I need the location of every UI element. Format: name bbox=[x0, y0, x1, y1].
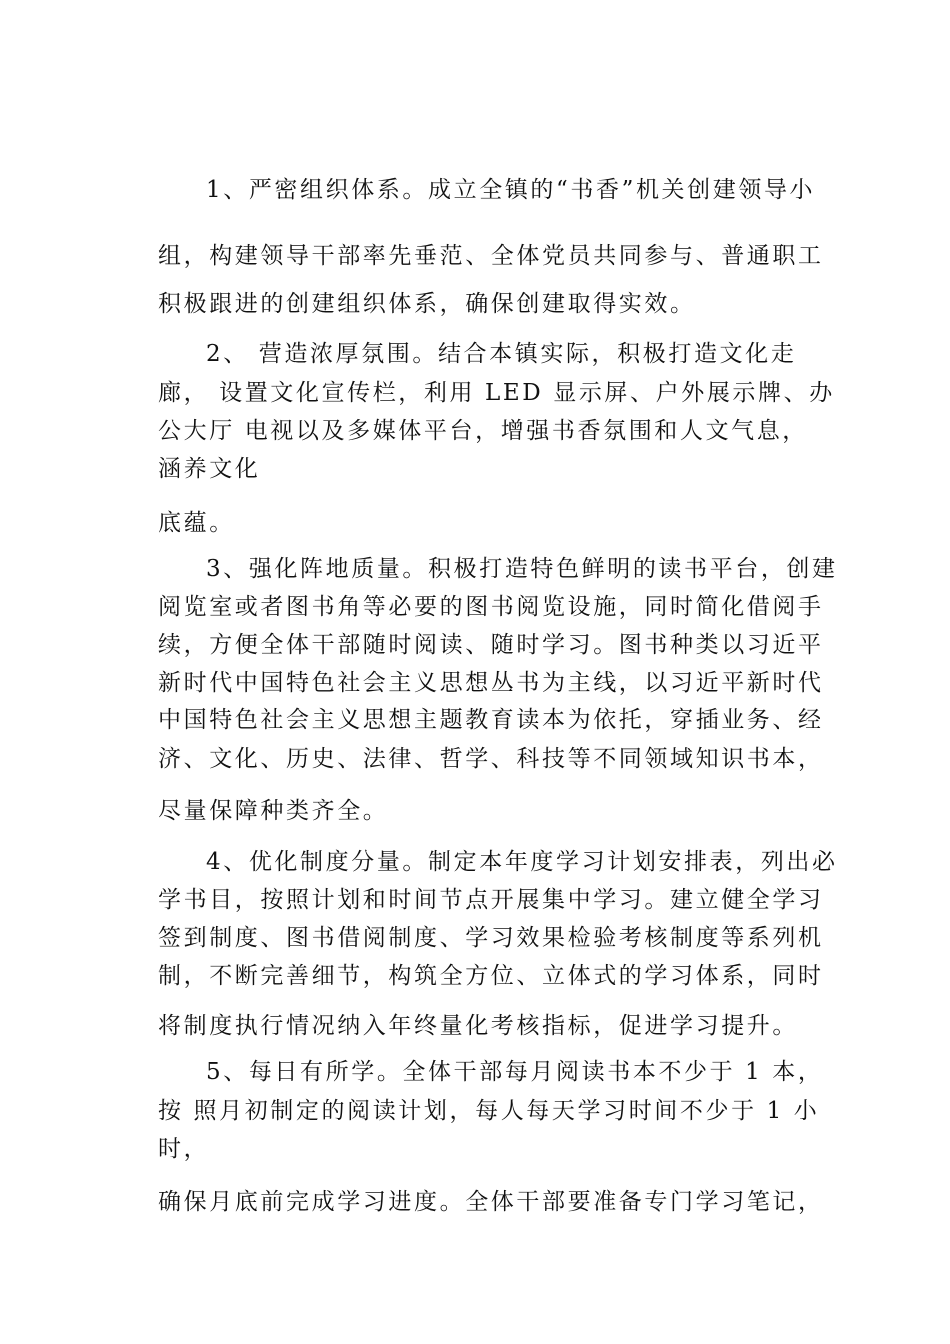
paragraph-1-line-3: 积极跟进的创建组织体系，确保创建取得实效。 bbox=[158, 291, 696, 317]
paragraph-1-line-1: 1、严密组织体系。成立全镇的“书香”机关创建领导小 bbox=[206, 177, 816, 203]
paragraph-5-line-1: 5、每日有所学。全体干部每月阅读书本不少于 1 本， bbox=[206, 1059, 824, 1085]
paragraph-1-line-2: 组，构建领导干部率先垂范、全体党员共同参与、普通职工 bbox=[158, 243, 824, 269]
paragraph-2-line-3: 公大厅 电视以及多媒体平台，增强书香氛围和人文气息， bbox=[158, 418, 808, 444]
paragraph-4-line-4: 制，不断完善细节，构筑全方位、立体式的学习体系，同时 bbox=[158, 963, 824, 989]
paragraph-3-line-2: 阅览室或者图书角等必要的图书阅览设施，同时简化借阅手 bbox=[158, 594, 824, 620]
paragraph-4-line-5: 将制度执行情况纳入年终量化考核指标，促进学习提升。 bbox=[158, 1013, 798, 1039]
paragraph-2-line-4: 涵养文化 bbox=[158, 456, 261, 482]
paragraph-4-line-3: 签到制度、图书借阅制度、学习效果检验考核制度等系列机 bbox=[158, 925, 824, 951]
paragraph-4-line-1: 4、优化制度分量。制定本年度学习计划安排表，列出必 bbox=[206, 849, 838, 875]
paragraph-3-line-6: 济、文化、历史、法律、哲学、科技等不同领域知识书本， bbox=[158, 746, 824, 772]
paragraph-3-line-7: 尽量保障种类齐全。 bbox=[158, 798, 389, 824]
paragraph-2-line-2: 廊， 设置文化宣传栏，利用 LED 显示屏、户外展示牌、办 bbox=[158, 380, 835, 406]
paragraph-5-line-3: 时， bbox=[158, 1136, 210, 1162]
paragraph-4-line-2: 学书目，按照计划和时间节点开展集中学习。建立健全学习 bbox=[158, 887, 824, 913]
paragraph-3-line-3: 续，方便全体干部随时阅读、随时学习。图书种类以习近平 bbox=[158, 632, 824, 658]
paragraph-3-line-5: 中国特色社会主义思想主题教育读本为依托，穿插业务、经 bbox=[158, 707, 824, 733]
paragraph-5-line-2: 按 照月初制定的阅读计划，每人每天学习时间不少于 1 小 bbox=[158, 1098, 820, 1124]
paragraph-2-line-1: 2、 营造浓厚氛围。结合本镇实际，积极打造文化走 bbox=[206, 341, 797, 367]
paragraph-3-line-4: 新时代中国特色社会主义思想丛书为主线，以习近平新时代 bbox=[158, 670, 824, 696]
paragraph-5-line-4: 确保月底前完成学习进度。全体干部要准备专门学习笔记， bbox=[158, 1189, 824, 1215]
paragraph-3-line-1: 3、强化阵地质量。积极打造特色鲜明的读书平台，创建 bbox=[206, 556, 838, 582]
paragraph-2-line-5: 底蕴。 bbox=[158, 510, 235, 536]
